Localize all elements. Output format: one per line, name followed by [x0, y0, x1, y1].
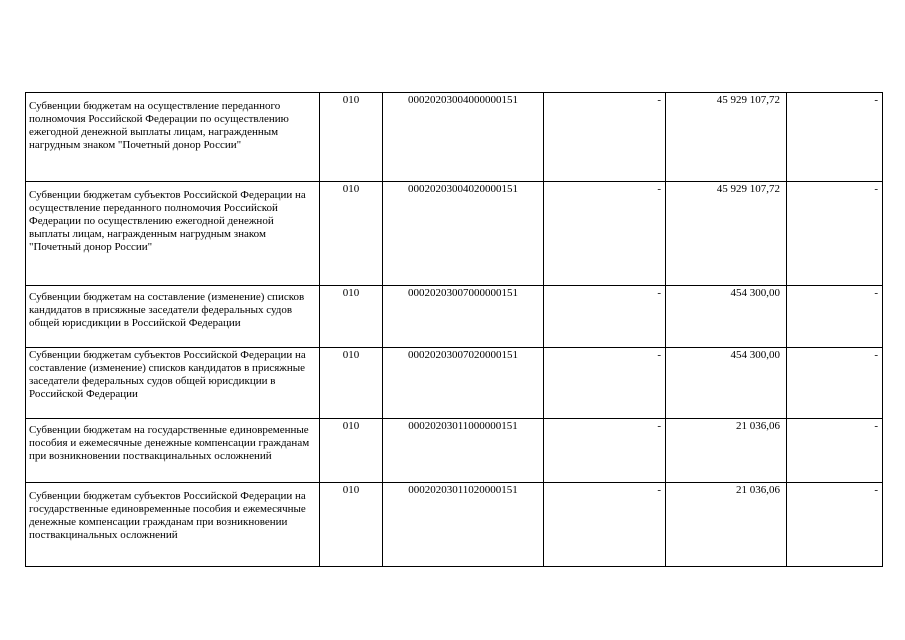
amount-cell-c: - — [787, 93, 883, 182]
income-name-cell: Субвенции бюджетам субъектов Российской Федерации на составление (изменение) списков кандидатов в присяжные заседатели федеральных судов общей юрисдикции в Российской Федерации — [26, 348, 320, 419]
table-row — [26, 93, 883, 182]
amount-cell-a: - — [544, 419, 666, 483]
amount-cell-b: 45 929 107,72 — [666, 93, 787, 182]
table-row — [26, 348, 883, 419]
amount-cell-b: 45 929 107,72 — [666, 182, 787, 286]
table-row — [26, 419, 883, 483]
budget-classification-code-cell: 00020203004020000151 — [383, 182, 544, 286]
budget-classification-code-cell: 00020203007020000151 — [383, 348, 544, 419]
income-name-cell: Субвенции бюджетам на составление (изменение) списков кандидатов в присяжные заседатели федеральных судов общей юрисдикции в Российской Федерации — [26, 286, 320, 348]
amount-cell-c: - — [787, 483, 883, 567]
amount-cell-b: 21 036,06 — [666, 483, 787, 567]
budget-classification-code-cell: 00020203007000000151 — [383, 286, 544, 348]
amount-cell-b: 21 036,06 — [666, 419, 787, 483]
amount-cell-c: - — [787, 348, 883, 419]
amount-cell-a: - — [544, 182, 666, 286]
budget-classification-code-cell: 00020203004000000151 — [383, 93, 544, 182]
income-name-cell: Субвенции бюджетам на осуществление переданного полномочия Российской Федерации по осуществлению ежегодной денежной выплаты лицам, награжденным нагрудным знаком "Почетный донор России" — [26, 93, 320, 182]
budget-classification-code-cell: 00020203011020000151 — [383, 483, 544, 567]
line-code-cell: 010 — [320, 348, 383, 419]
income-name-cell: Субвенции бюджетам субъектов Российской Федерации на государственные единовременные пособия и ежемесячные денежные компенсации гражданам при возникновении поствакцинальных осложнений — [26, 483, 320, 567]
line-code-cell: 010 — [320, 286, 383, 348]
amount-cell-c: - — [787, 182, 883, 286]
amount-cell-a: - — [544, 348, 666, 419]
amount-cell-b: 454 300,00 — [666, 348, 787, 419]
line-code-cell: 010 — [320, 419, 383, 483]
amount-cell-a: - — [544, 483, 666, 567]
table-row — [26, 483, 883, 567]
income-report-table — [25, 92, 883, 567]
line-code-cell: 010 — [320, 93, 383, 182]
amount-cell-c: - — [787, 419, 883, 483]
income-name-cell: Субвенции бюджетам субъектов Российской Федерации на осуществление переданного полномочия Российской Федерации по осуществлению ежегодной денежной выплаты лицам, награжденным нагрудным знаком "Почетный донор России" — [26, 182, 320, 286]
table-row — [26, 182, 883, 286]
income-name-cell: Субвенции бюджетам на государственные единовременные пособия и ежемесячные денежные компенсации гражданам при возникновении поствакцинальных осложнений — [26, 419, 320, 483]
amount-cell-a: - — [544, 93, 666, 182]
amount-cell-b: 454 300,00 — [666, 286, 787, 348]
amount-cell-c: - — [787, 286, 883, 348]
table-row — [26, 286, 883, 348]
budget-classification-code-cell: 00020203011000000151 — [383, 419, 544, 483]
line-code-cell: 010 — [320, 483, 383, 567]
amount-cell-a: - — [544, 286, 666, 348]
line-code-cell: 010 — [320, 182, 383, 286]
